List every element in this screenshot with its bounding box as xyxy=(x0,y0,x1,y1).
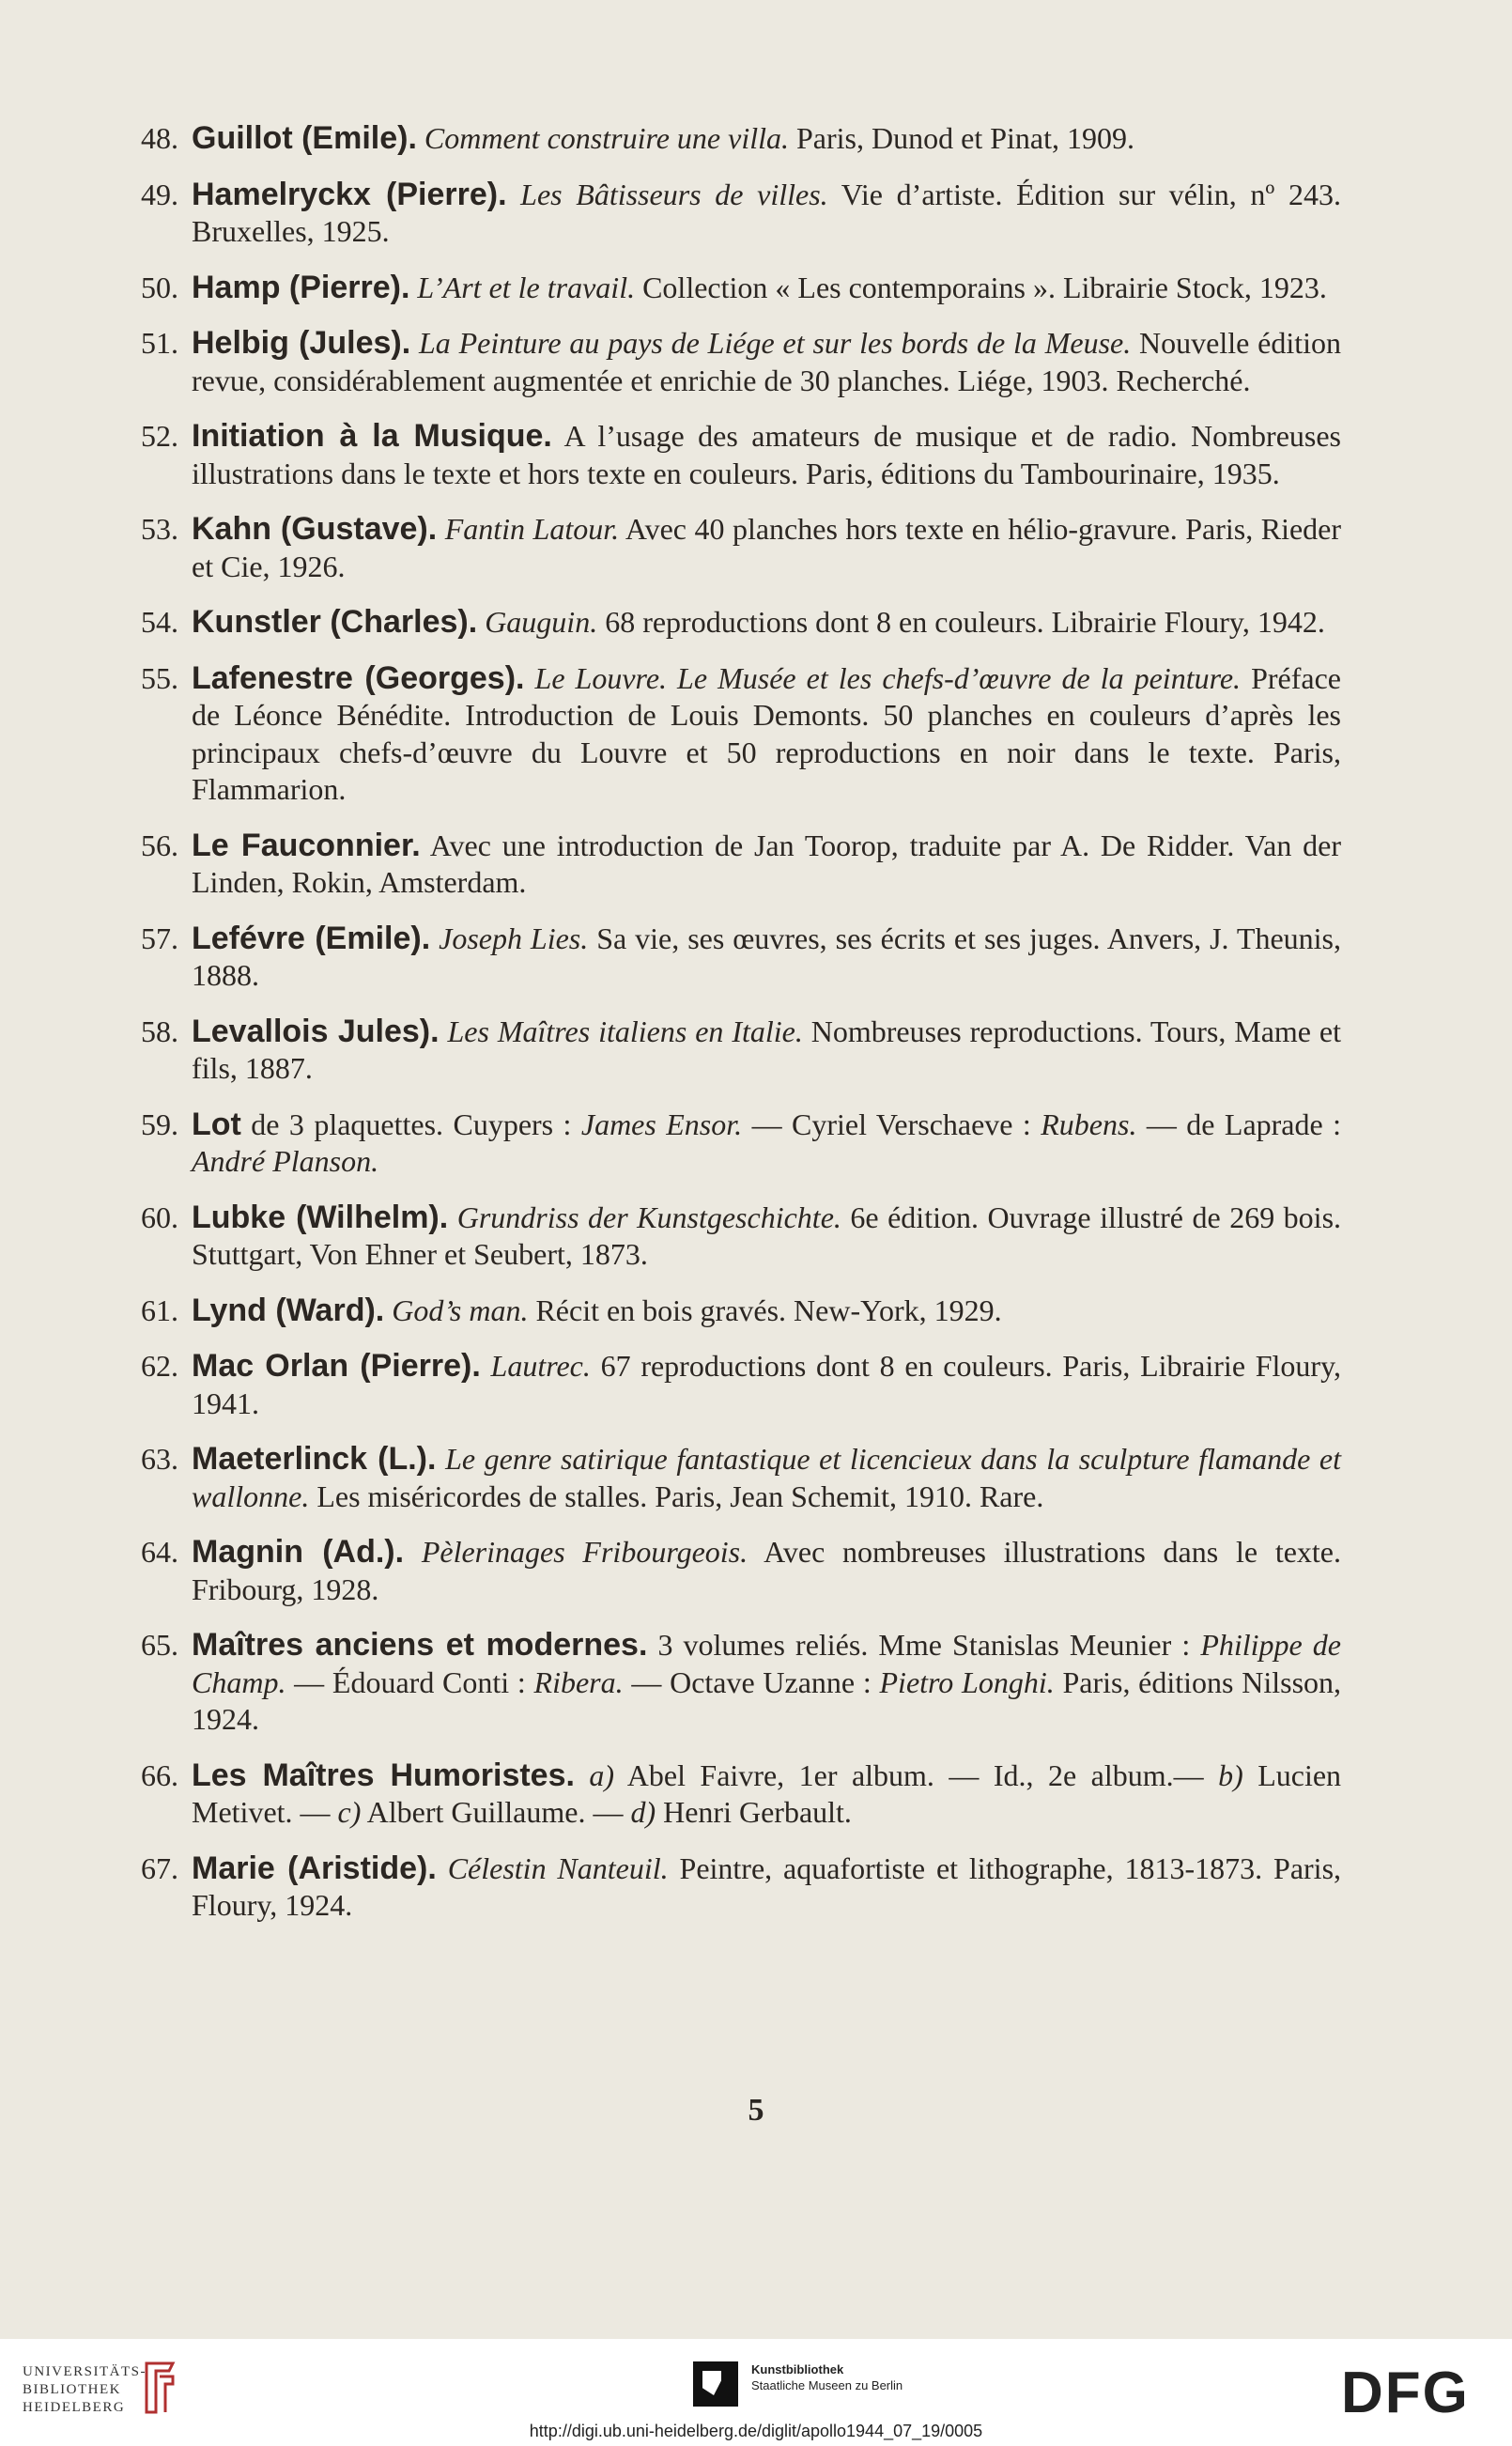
catalog-entry xyxy=(120,120,1341,158)
entry-text: Peintre, aquafortiste et lithographe, 1813-1873. Paris, Floury, 1924. xyxy=(192,1850,1342,1922)
entry-number: 67. xyxy=(141,1850,178,1885)
entry-text xyxy=(524,661,534,695)
entry-title: Rubens. xyxy=(1041,1107,1137,1141)
entry-author: Lefévre (Emile). xyxy=(192,920,431,956)
entry-title: James Ensor. xyxy=(580,1107,743,1141)
catalog-entry xyxy=(120,1107,1341,1181)
entry-text: Récit en bois gravés. New-York, 1929. xyxy=(528,1293,1002,1327)
entry-title: a) xyxy=(589,1757,615,1792)
entry-author: Helbig (Jules). xyxy=(192,325,411,361)
entry-text: Avec 40 planches hors texte en hélio-gravure. Paris, Rieder et Cie, 1926. xyxy=(192,512,1342,583)
entry-author: Lynd (Ward). xyxy=(192,1292,385,1328)
entry-text: Henri Gerbault. xyxy=(656,1795,852,1829)
entry-title: L’Art et le travail. xyxy=(417,270,636,304)
entry-author: Les Maîtres Humoristes. xyxy=(192,1757,575,1793)
entry-text: de 3 plaquettes. Cuypers : xyxy=(240,1107,581,1141)
catalog-entry xyxy=(120,177,1341,251)
entry-text xyxy=(417,121,424,155)
entry-number: 56. xyxy=(141,828,178,862)
entry-number: 66. xyxy=(141,1757,178,1792)
entry-title: Les Maîtres italiens en Italie. xyxy=(447,1014,803,1048)
university-logo-line: BIBLIOTHEK xyxy=(23,2382,121,2397)
page-number: 5 xyxy=(748,2093,764,2128)
entry-title: Fantin Latour. xyxy=(444,512,620,546)
university-logo-line: HEIDELBERG xyxy=(23,2400,126,2415)
entry-text: Collection « Les contemporains ». Librairie Stock, 1923. xyxy=(635,270,1327,304)
entry-text: 6e édition. Ouvrage illustré de 269 bois. Stuttgart, Von Ehner et Seubert, 1873. xyxy=(192,1200,1342,1271)
entry-text xyxy=(430,921,439,955)
entry-text xyxy=(448,1200,457,1234)
entry-text xyxy=(436,1442,445,1476)
entry-text xyxy=(575,1758,589,1792)
entry-author: Le Fauconnier. xyxy=(192,827,421,863)
entry-text: Nouvelle édition revue, considérablement augmentée et enrichie de 30 planches. Liége, 1903. Recherché. xyxy=(192,326,1342,397)
entry-title: Le genre satirique fantastique et licencieux dans la sculpture flamande et wallonne. xyxy=(192,1442,1342,1513)
entry-text xyxy=(410,326,419,360)
university-logo-line: UNIVERSITÄTS- xyxy=(23,2364,147,2379)
catalog-entry xyxy=(120,1014,1341,1088)
entry-author: Maeterlinck (L.). xyxy=(192,1441,437,1477)
entry-title: Ribera. xyxy=(533,1664,624,1699)
entry-text: Vie d’artiste. Édition sur vélin, nº 243. Bruxelles, 1925. xyxy=(192,177,1341,248)
entry-title: c) xyxy=(337,1795,362,1829)
entry-author: Hamp (Pierre). xyxy=(192,269,410,305)
entry-author: Levallois Jules). xyxy=(192,1013,440,1049)
entry-number: 52. xyxy=(141,419,178,453)
entry-number: 50. xyxy=(141,270,178,304)
university-library-logo xyxy=(23,2363,147,2417)
entry-author: Lot xyxy=(192,1106,241,1142)
catalog-entry xyxy=(120,270,1341,307)
entry-text xyxy=(404,1535,422,1569)
university-library-mark-icon xyxy=(137,2356,182,2420)
entry-title: Comment construire une villa. xyxy=(424,121,789,155)
entry-text xyxy=(477,605,485,639)
entry-text: Paris, éditions Nilsson, 1924. xyxy=(192,1664,1342,1736)
entry-title: La Peinture au pays de Liége et sur les bords de la Meuse. xyxy=(419,326,1132,360)
entry-author: Lafenestre (Georges). xyxy=(192,659,525,696)
entry-text xyxy=(507,178,521,211)
entry-author: Maîtres anciens et modernes. xyxy=(192,1627,648,1663)
entry-title: Philippe de Champ. xyxy=(192,1628,1342,1699)
catalog-entry xyxy=(120,325,1341,399)
entry-text xyxy=(437,1851,448,1885)
entry-title: Pèlerinages Fribourgeois. xyxy=(421,1535,748,1569)
entry-title: Gauguin. xyxy=(485,605,598,639)
entry-text: 68 reproductions dont 8 en couleurs. Librairie Floury, 1942. xyxy=(597,605,1325,639)
entry-number: 59. xyxy=(141,1107,178,1141)
catalog-entry xyxy=(120,1534,1341,1608)
entry-number: 54. xyxy=(141,605,178,639)
entry-author: Hamelryckx (Pierre). xyxy=(192,176,507,212)
catalog-entry xyxy=(120,660,1341,809)
catalog-entry xyxy=(120,1850,1341,1925)
catalog-entry xyxy=(120,1200,1341,1274)
entry-number: 53. xyxy=(141,512,178,546)
entry-number: 61. xyxy=(141,1293,178,1327)
entry-title: Joseph Lies. xyxy=(439,921,589,955)
entry-author: Kahn (Gustave). xyxy=(192,511,438,547)
entry-text: — de Laprade : xyxy=(1136,1107,1342,1141)
entry-number: 57. xyxy=(141,921,178,955)
entry-title: d) xyxy=(630,1795,656,1829)
entry-text: Nombreuses reproductions. Tours, Mame et fils, 1887. xyxy=(192,1014,1342,1085)
entry-author: Initiation à la Musique. xyxy=(192,418,552,454)
entry-number: 51. xyxy=(141,326,178,360)
catalog-entry xyxy=(120,921,1341,995)
entry-number: 55. xyxy=(141,660,178,695)
entry-author: Magnin (Ad.). xyxy=(192,1534,405,1570)
entry-text: Paris, Dunod et Pinat, 1909. xyxy=(789,121,1134,155)
entry-text: — Octave Uzanne : xyxy=(623,1664,880,1699)
entry-text: A l’usage des amateurs de musique et de radio. Nombreuses illustrations dans le texte et hors texte en couleurs. Paris, éditions du Tambourinaire, 1935. xyxy=(192,419,1342,490)
kunstbibliothek-subtitle: Staatliche Museen zu Berlin xyxy=(751,2378,903,2392)
catalog-entry xyxy=(120,1441,1341,1515)
catalog-entry xyxy=(120,511,1341,585)
entry-author: Guillot (Emile). xyxy=(192,120,417,156)
entry-number: 62. xyxy=(141,1349,178,1383)
catalog-entry xyxy=(120,828,1341,902)
entry-text xyxy=(437,512,445,546)
catalog-entry xyxy=(120,1757,1341,1832)
entry-number: 63. xyxy=(141,1442,178,1476)
entry-text: Les miséricordes de stalles. Paris, Jean Schemit, 1910. Rare. xyxy=(309,1478,1044,1513)
entry-number: 58. xyxy=(141,1014,178,1048)
dfg-logo: DFG xyxy=(1341,2361,1470,2425)
catalog-entry xyxy=(120,418,1341,492)
entry-text: — Cyriel Verschaeve : xyxy=(742,1107,1041,1141)
catalog-entry xyxy=(120,1348,1341,1422)
source-url[interactable]: http://digi.ub.uni-heidelberg.de/diglit/apollo1944_07_19/0005 xyxy=(529,2422,983,2440)
entry-text: — Édouard Conti : xyxy=(285,1664,534,1699)
entry-title: b) xyxy=(1218,1757,1243,1792)
digitization-footer xyxy=(0,2339,1512,2446)
entry-text: Lucien Metivet. — xyxy=(192,1757,1342,1829)
entry-number: 65. xyxy=(141,1628,178,1662)
entry-title: Les Bâtisseurs de villes. xyxy=(520,177,828,211)
entry-author: Mac Orlan (Pierre). xyxy=(192,1348,481,1384)
catalog-entry xyxy=(120,604,1341,642)
entry-title: André Planson. xyxy=(192,1144,379,1178)
catalog-entry xyxy=(120,1293,1341,1330)
entry-title: Lautrec. xyxy=(490,1349,591,1383)
entry-text: Sa vie, ses œuvres, ses écrits et ses juges. Anvers, J. Theunis, 1888. xyxy=(192,921,1342,992)
entry-text: Avec nombreuses illustrations dans le texte. Fribourg, 1928. xyxy=(192,1535,1342,1606)
entry-title: Pietro Longhi. xyxy=(879,1664,1055,1699)
entry-title: God’s man. xyxy=(392,1293,529,1327)
kunstbibliothek-title: Kunstbibliothek xyxy=(751,2362,844,2376)
entry-text: 67 reproductions dont 8 en couleurs. Paris, Librairie Floury, 1941. xyxy=(192,1349,1342,1420)
entry-title: Grundriss der Kunstgeschichte. xyxy=(456,1200,841,1234)
entry-text xyxy=(481,1349,491,1383)
kunstbibliothek-label xyxy=(751,2361,903,2393)
entry-number: 49. xyxy=(141,177,178,211)
entry-number: 60. xyxy=(141,1200,178,1234)
entry-title: Le Louvre. Le Musée et les chefs-d’œuvre de la peinture. xyxy=(534,660,1242,695)
entry-number: 64. xyxy=(141,1535,178,1569)
entry-text: Albert Guillaume. — xyxy=(361,1795,631,1829)
entry-author: Marie (Aristide). xyxy=(192,1850,437,1886)
entry-number: 48. xyxy=(141,121,178,155)
entry-text: 3 volumes reliés. Mme Stanislas Meunier : xyxy=(647,1628,1201,1662)
catalog-entry xyxy=(120,1627,1341,1739)
catalog-entries xyxy=(120,120,1341,1943)
entry-text: Préface de Léonce Bénédite. Introduction de Louis Demonts. 50 planches en couleurs d’après les principaux chefs-d’œuvre du Louvre et 50 reproductions en noir dans le texte. Paris, Flammarion. xyxy=(192,660,1341,806)
entry-author: Lubke (Wilhelm). xyxy=(192,1199,449,1235)
entry-author: Kunstler (Charles). xyxy=(192,604,478,640)
entry-text: Avec une introduction de Jan Toorop, traduite par A. De Ridder. Van der Linden, Rokin, Amsterdam. xyxy=(192,828,1341,899)
entry-title: Célestin Nanteuil. xyxy=(447,1850,669,1885)
kunstbibliothek-logo-icon xyxy=(693,2361,738,2407)
entry-text: Abel Faivre, 1er album. — Id., 2e album.— xyxy=(614,1757,1219,1792)
